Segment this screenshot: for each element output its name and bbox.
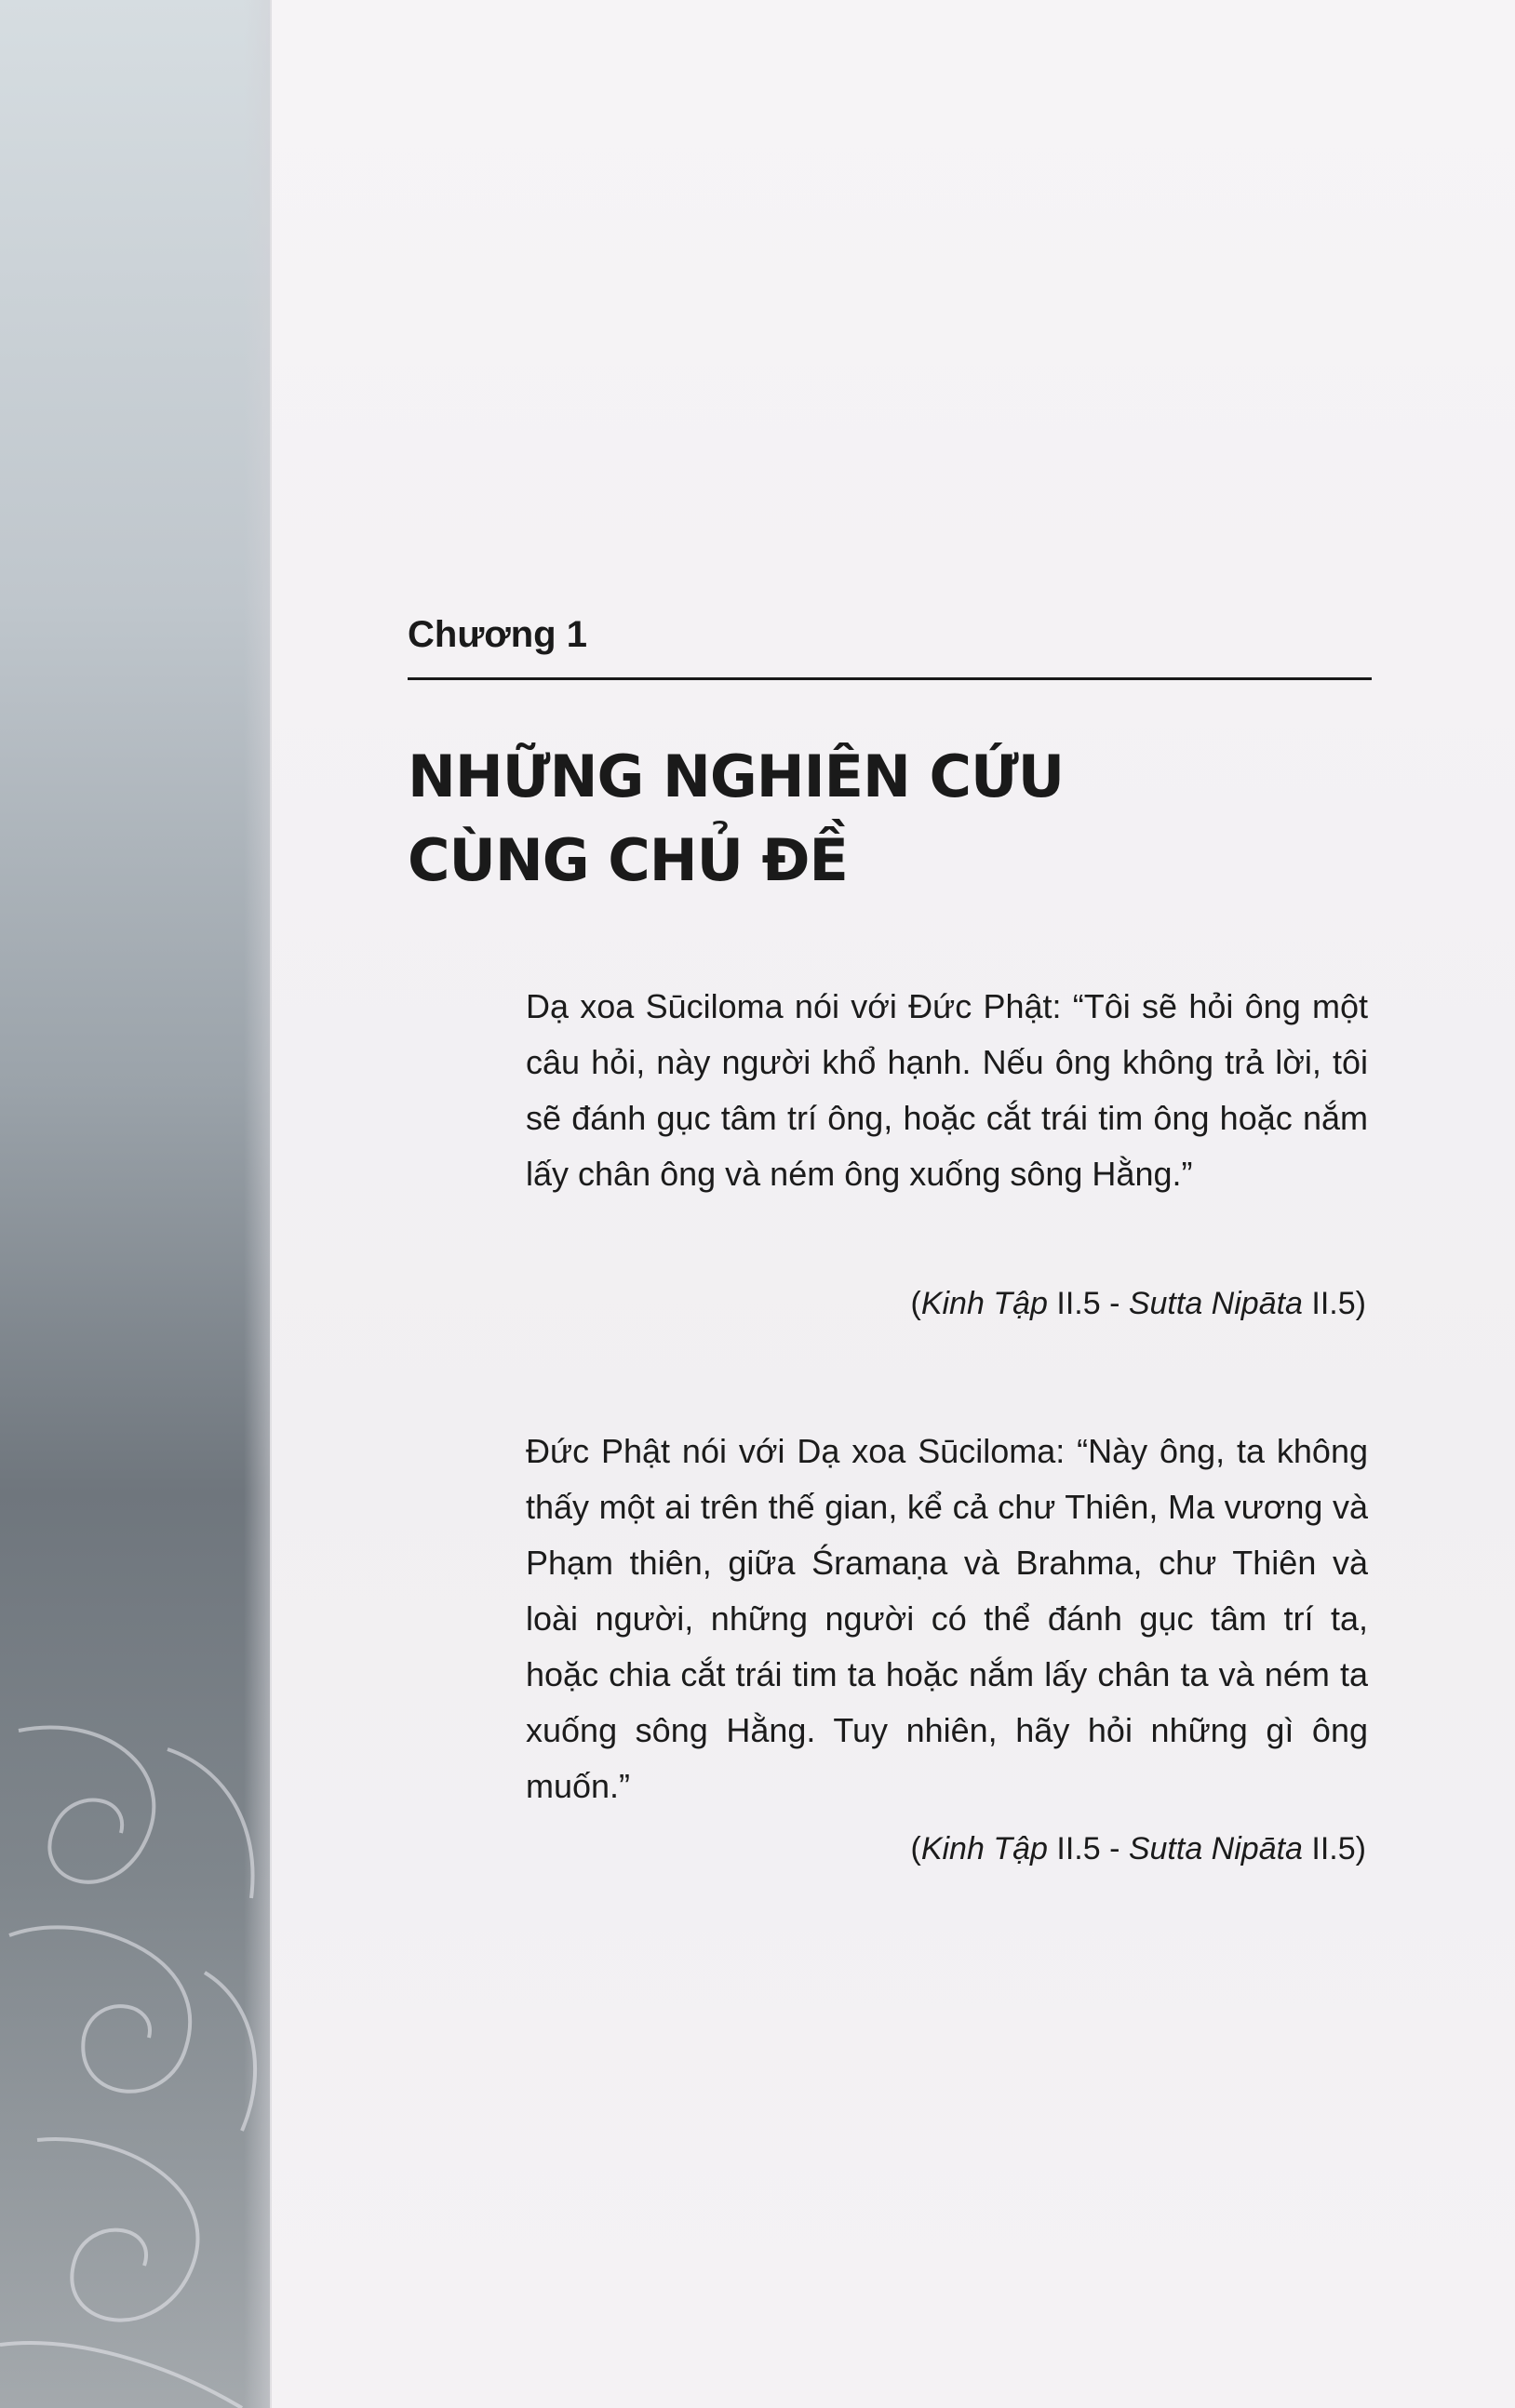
citation-2-source-pali: Sutta Nipāta: [1128, 1831, 1303, 1866]
epigraph-citation-2: (Kinh Tập II.5 - Sutta Nipāta II.5): [910, 1831, 1366, 1866]
floral-ornament-icon: [0, 1693, 270, 2408]
citation-1-source: Kinh Tập: [920, 1286, 1048, 1321]
epigraph-quote-2: Đức Phật nói với Dạ xoa Sūciloma: “Này ông, ta không thấy một ai trên thế gian, kể cả chư Thiên, Ma vương và Phạm thiên, giữa Śramaṇa và Brahma, chư Thiên và loài người, những người có thể đánh gục tâm trí ta, hoặc chia cắt trái tim ta hoặc nắm lấy chân ta và ném ta xuống sông Hằng. Tuy nhiên, hãy hỏi những gì ông muốn.”: [526, 1432, 1368, 1805]
citation-1-ref-pali: II.5: [1302, 1286, 1356, 1321]
epigraph-quote-1: Dạ xoa Sūciloma nói với Đức Phật: “Tôi sẽ hỏi ông một câu hỏi, này người khổ hạnh. Nếu ông không trả lời, tôi sẽ đánh gục tâm trí ông, hoặc cắt trái tim ông hoặc nắm lấy chân ông và ném ông xuống sông Hằng.”: [526, 987, 1368, 1193]
citation-1-ref: II.5 -: [1047, 1286, 1129, 1321]
chapter-rule: [408, 677, 1372, 680]
chapter-title-line-1: NHỮNG NGHIÊN CỨU: [408, 742, 1065, 810]
chapter-title: [408, 735, 1366, 903]
book-page: [272, 0, 1515, 2408]
epigraph-citation-1: (Kinh Tập II.5 - Sutta Nipāta II.5): [910, 1286, 1366, 1321]
chapter-label: Chương 1: [408, 614, 587, 655]
citation-2-source: Kinh Tập: [920, 1831, 1048, 1866]
citation-2-ref-pali: II.5: [1302, 1831, 1356, 1866]
citation-1-source-pali: Sutta Nipāta: [1128, 1286, 1303, 1321]
citation-2-ref: II.5 -: [1047, 1831, 1129, 1866]
chapter-title-line-2: CÙNG CHỦ ĐỀ: [408, 826, 848, 894]
